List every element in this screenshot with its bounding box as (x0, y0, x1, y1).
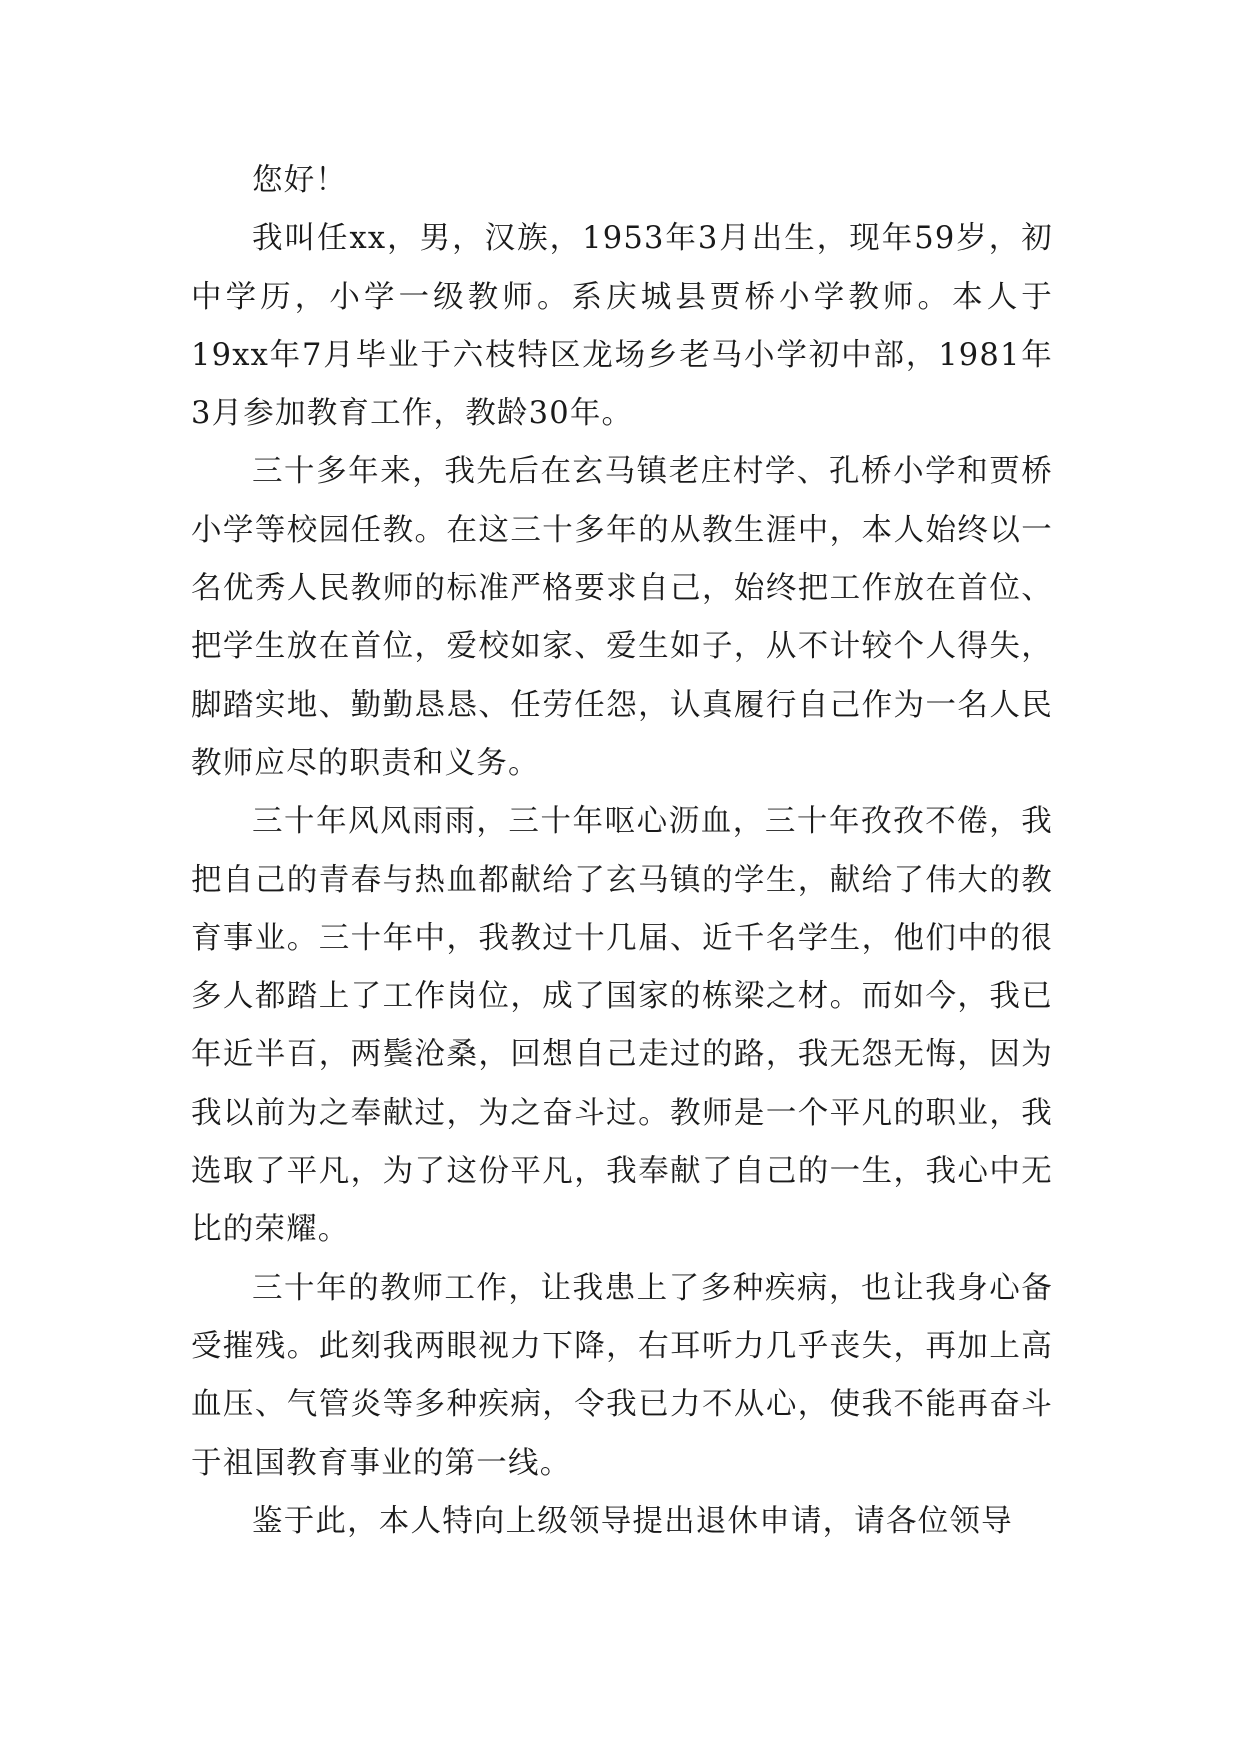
paragraph-dedication: 三十年风风雨雨，三十年呕心沥血，三十年孜孜不倦，我把自己的青春与热血都献给了玄马镇的学生，献给了伟大的教育事业。三十年中，我教过十几届、近千名学生，他们中的很多人都踏上了工作岗位，成了国家的栋梁之材。而如今，我已年近半百，两鬓沧桑，回想自己走过的路，我无怨无悔，因为我以前为之奉献过，为之奋斗过。教师是一个平凡的职业，我选取了平凡，为了这份平凡，我奉献了自己的一生，我心中无比的荣耀。 (191, 804, 1053, 1248)
paragraph-career: 三十多年来，我先后在玄马镇老庄村学、孔桥小学和贾桥小学等校园任教。在这三十多年的从教生涯中，本人始终以一名优秀人民教师的标准严格要求自己，始终把工作放在首位、把学生放在首位，爱校如家、爱生如子，从不计较个人得失，脚踏实地、勤勤恳恳、任劳任怨，认真履行自己作为一名人民教师应尽的职责和义务。 (191, 454, 1053, 781)
greeting-line: 您好！ (252, 163, 348, 198)
paragraph-health: 三十年的教师工作，让我患上了多种疾病，也让我身心备受摧残。此刻我两眼视力下降，右耳听力几乎丧失，再加上高血压、气管炎等多种疾病，令我已力不从心，使我不能再奋斗于祖国教育事业的第一线。 (191, 1270, 1053, 1481)
letter-body (191, 152, 1053, 1551)
paragraph-request: 鉴于此，本人特向上级领导提出退休申请，请各位领导 (252, 1503, 1013, 1539)
paragraph-personal-info: 我叫任xx，男，汉族，1953年3月出生，现年59岁，初中学历，小学一级教师。系庆城县贾桥小学教师。本人于19xx年7月毕业于六枝特区龙场乡老马小学初中部，1981年3月参加教育工作，教龄30年。 (191, 221, 1053, 432)
